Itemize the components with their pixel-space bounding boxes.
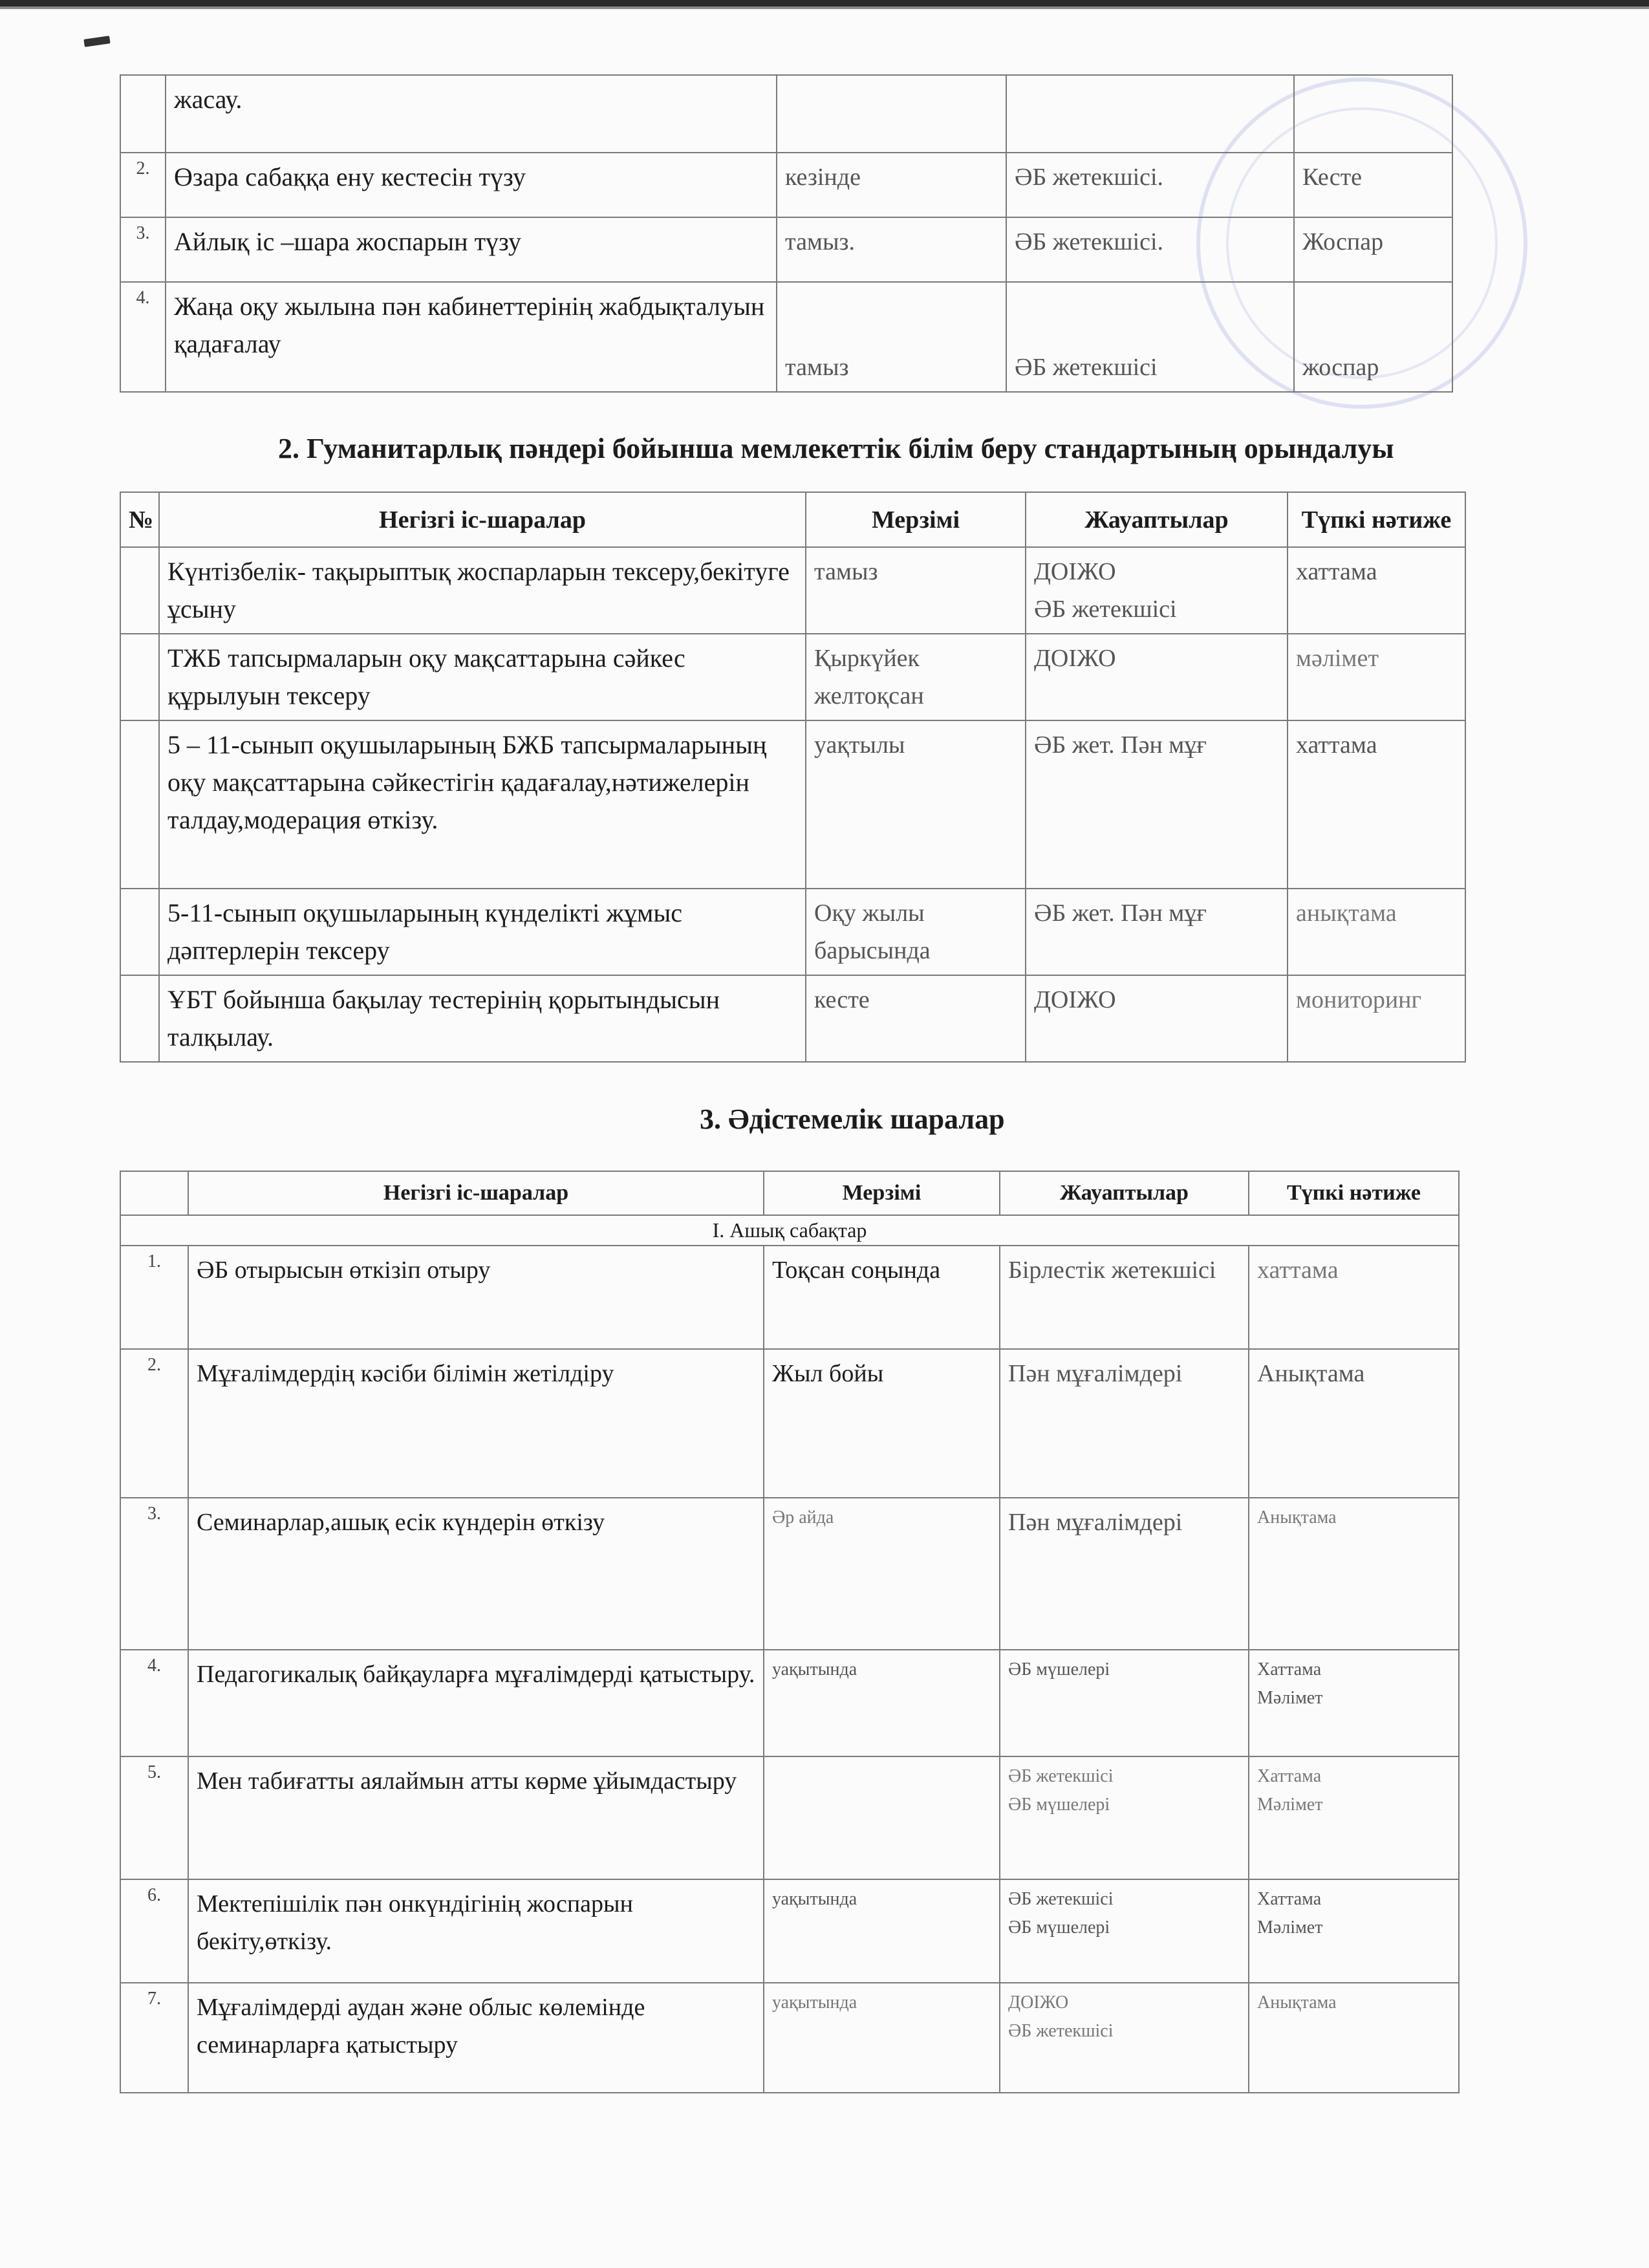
header-result: Түпкі нәтиже (1288, 492, 1465, 547)
responsible-cell (1026, 975, 1288, 1062)
task-cell: Айлық іс –шара жоспарын түзу (166, 217, 777, 282)
task-cell: Педагогикалық байқауларға мұғалімдерді қатыстыру. (188, 1650, 764, 1756)
date-cell: кезінде (777, 153, 1006, 217)
result-line: Мәлімет (1257, 1688, 1323, 1708)
row-number: 3. (120, 217, 166, 282)
table-row (120, 1983, 1459, 2093)
row-number: 7. (120, 1983, 188, 2093)
row-number: 6. (120, 1879, 188, 1983)
responsible-line: ӘБ жетекшісі (1008, 2021, 1114, 2041)
row-number: 4. (120, 1650, 188, 1756)
responsible-line: ӘБ мүшелері (1008, 1795, 1110, 1815)
result-line: Хаттама (1257, 1659, 1322, 1679)
responsible-line: ӘБ мүшелері (1008, 1917, 1110, 1938)
table-header-row (120, 492, 1465, 547)
table-row (120, 75, 1452, 153)
responsible-line: ДОІЖО (1034, 558, 1116, 585)
table-subheader-row (120, 1215, 1459, 1246)
row-number (120, 75, 166, 153)
date-cell: Жыл бойы (764, 1349, 1000, 1498)
result-cell: мәлімет (1288, 634, 1465, 720)
result-line: Анықтама (1257, 1993, 1337, 2013)
date-cell: Әр айда (764, 1498, 1000, 1650)
task-cell: 5-11-сынып оқушыларының күнделікті жұмыс дәптерлерін тексеру (159, 889, 806, 975)
row-number: 5. (120, 1756, 188, 1879)
result-cell (1249, 1498, 1459, 1650)
table-row (120, 720, 1465, 889)
row-number (120, 975, 159, 1062)
responsible-line: ДОІЖО (1034, 986, 1116, 1013)
table-row (120, 975, 1465, 1062)
table-row (120, 889, 1465, 975)
plan-table-3 (120, 1171, 1460, 2093)
row-number: 2. (120, 153, 166, 217)
header-date: Мерзімі (764, 1171, 1000, 1215)
task-cell: Күнтізбелік- тақырыптық жоспарларын тексеру,бекітуге ұсыну (159, 547, 806, 634)
result-line: Мәлімет (1257, 1917, 1323, 1938)
result-cell: хаттама (1288, 547, 1465, 634)
result-cell (1249, 1983, 1459, 2093)
date-cell: уақытында (764, 1650, 1000, 1756)
result-line: Анықтама (1257, 1360, 1365, 1387)
header-responsible: Жауаптылар (1000, 1171, 1249, 1215)
date-cell: тамыз (806, 547, 1026, 634)
responsible-line: ДОІЖО (1034, 645, 1116, 672)
responsible-line: Пән мұғалімдері (1008, 1360, 1183, 1387)
table-row (120, 1650, 1459, 1756)
table-row (120, 1498, 1459, 1650)
row-number: 1. (120, 1246, 188, 1349)
plan-table-2 (120, 491, 1466, 1063)
responsible-cell: ӘБ жетекшісі (1006, 282, 1294, 392)
plan-table-1 (120, 74, 1453, 393)
task-cell: Мұғалімдерді аудан және облыс көлемінде семинарларға қатыстыру (188, 1983, 764, 2093)
table-row (120, 547, 1465, 634)
result-cell (1249, 1246, 1459, 1349)
responsible-cell: ӘБ жетекшісі. (1006, 153, 1294, 217)
table-row (120, 217, 1452, 282)
responsible-line: ӘБ мүшелері (1008, 1659, 1110, 1679)
header-number: № (120, 492, 159, 547)
table-row (120, 1246, 1459, 1349)
scan-edge-shadow (0, 6, 1649, 9)
result-line: Хаттама (1257, 1766, 1322, 1786)
responsible-cell (1026, 889, 1288, 975)
responsible-line: ӘБ жетекшісі (1008, 1889, 1114, 1909)
row-number: 2. (120, 1349, 188, 1498)
subheader-open-lessons: І. Ашық сабақтар (120, 1215, 1459, 1246)
result-cell (1294, 75, 1452, 153)
task-cell: Семинарлар,ашық есік күндерін өткізу (188, 1498, 764, 1650)
header-task: Негізгі іс-шаралар (159, 492, 806, 547)
responsible-line: Бірлестік жетекшісі (1008, 1257, 1216, 1284)
responsible-cell (1000, 1650, 1249, 1756)
table-row (120, 153, 1452, 217)
row-number: 4. (120, 282, 166, 392)
header-result: Түпкі нәтиже (1249, 1171, 1459, 1215)
task-cell: ҰБТ бойынша бақылау тестерінің қорытындысын талқылау. (159, 975, 806, 1062)
table-row (120, 1349, 1459, 1498)
result-cell (1249, 1650, 1459, 1756)
task-cell: Жаңа оқу жылына пән кабинеттерінің жабдықталуын қадағалау (166, 282, 777, 392)
date-cell: кесте (806, 975, 1026, 1062)
responsible-line: ДОІЖО (1008, 1993, 1069, 2013)
responsible-line: ӘБ жет. Пән мұғ (1034, 900, 1207, 927)
responsible-cell (1026, 547, 1288, 634)
responsible-cell (1000, 1349, 1249, 1498)
responsible-cell (1026, 720, 1288, 889)
section-3-title: 3. Әдістемелік шаралар (700, 1103, 1005, 1135)
row-number (120, 720, 159, 889)
header-number (120, 1171, 188, 1215)
date-cell: уақтылы (806, 720, 1026, 889)
table-row (120, 282, 1452, 392)
row-number (120, 634, 159, 720)
date-cell: Оқу жылы барысында (806, 889, 1026, 975)
row-number: 3. (120, 1498, 188, 1650)
date-cell (764, 1756, 1000, 1879)
task-cell: Мұғалімдердің кәсіби білімін жетілдіру (188, 1349, 764, 1498)
result-cell: Жоспар (1294, 217, 1452, 282)
responsible-cell (1000, 1498, 1249, 1650)
result-cell: анықтама (1288, 889, 1465, 975)
responsible-cell (1000, 1246, 1249, 1349)
date-cell: тамыз (777, 282, 1006, 392)
task-cell: жасау. (166, 75, 777, 153)
responsible-cell (1000, 1983, 1249, 2093)
responsible-line: ӘБ жетекшісі (1034, 596, 1177, 623)
date-cell (777, 75, 1006, 153)
responsible-line: Пән мұғалімдері (1008, 1509, 1183, 1536)
result-cell (1249, 1349, 1459, 1498)
header-task: Негізгі іс-шаралар (188, 1171, 764, 1215)
task-cell: 5 – 11-сынып оқушыларының БЖБ тапсырмаларының оқу мақсаттарына сәйкестігін қадағалау,нәтижелерін талдау,модерация өткізу. (159, 720, 806, 889)
responsible-cell (1006, 75, 1294, 153)
responsible-cell: ӘБ жетекшісі. (1006, 217, 1294, 282)
table-row (120, 1879, 1459, 1983)
task-cell: ӘБ отырысын өткізіп отыру (188, 1246, 764, 1349)
result-line: Хаттама (1257, 1889, 1322, 1909)
result-cell: Кесте (1294, 153, 1452, 217)
date-cell: Тоқсан соңында (764, 1246, 1000, 1349)
scan-edge (0, 0, 1649, 6)
row-number (120, 889, 159, 975)
header-responsible: Жауаптылар (1026, 492, 1288, 547)
task-cell: Мен табиғатты аялаймын атты көрме ұйымдастыру (188, 1756, 764, 1879)
result-cell: хаттама (1288, 720, 1465, 889)
responsible-line: ӘБ жетекшісі (1008, 1766, 1114, 1786)
date-cell: Қыркүйек желтоқсан (806, 634, 1026, 720)
row-number (120, 547, 159, 634)
responsible-cell (1026, 634, 1288, 720)
section-2-title: 2. Гуманитарлық пәндері бойынша мемлекеттік білім беру стандартының орындалуы (278, 433, 1394, 464)
result-line: Анықтама (1257, 1507, 1337, 1528)
responsible-cell (1000, 1756, 1249, 1879)
result-cell (1249, 1756, 1459, 1879)
table-header-row (120, 1171, 1459, 1215)
table-row (120, 1756, 1459, 1879)
result-line: хаттама (1257, 1257, 1339, 1284)
task-cell: Мектепішілік пән онкүндігінің жоспарын бекіту,өткізу. (188, 1879, 764, 1983)
task-cell: Өзара сабаққа ену кестесін түзу (166, 153, 777, 217)
date-cell: тамыз. (777, 217, 1006, 282)
result-cell: мониторинг (1288, 975, 1465, 1062)
date-cell: уақытында (764, 1879, 1000, 1983)
date-cell: уақытында (764, 1983, 1000, 2093)
header-date: Мерзімі (806, 492, 1026, 547)
result-line: Мәлімет (1257, 1795, 1323, 1815)
result-cell: жоспар (1294, 282, 1452, 392)
result-cell (1249, 1879, 1459, 1983)
responsible-cell (1000, 1879, 1249, 1983)
task-cell: ТЖБ тапсырмаларын оқу мақсаттарына сәйкес құрылуын тексеру (159, 634, 806, 720)
table-row (120, 634, 1465, 720)
scan-mark (83, 36, 110, 47)
responsible-line: ӘБ жет. Пән мұғ (1034, 731, 1207, 759)
